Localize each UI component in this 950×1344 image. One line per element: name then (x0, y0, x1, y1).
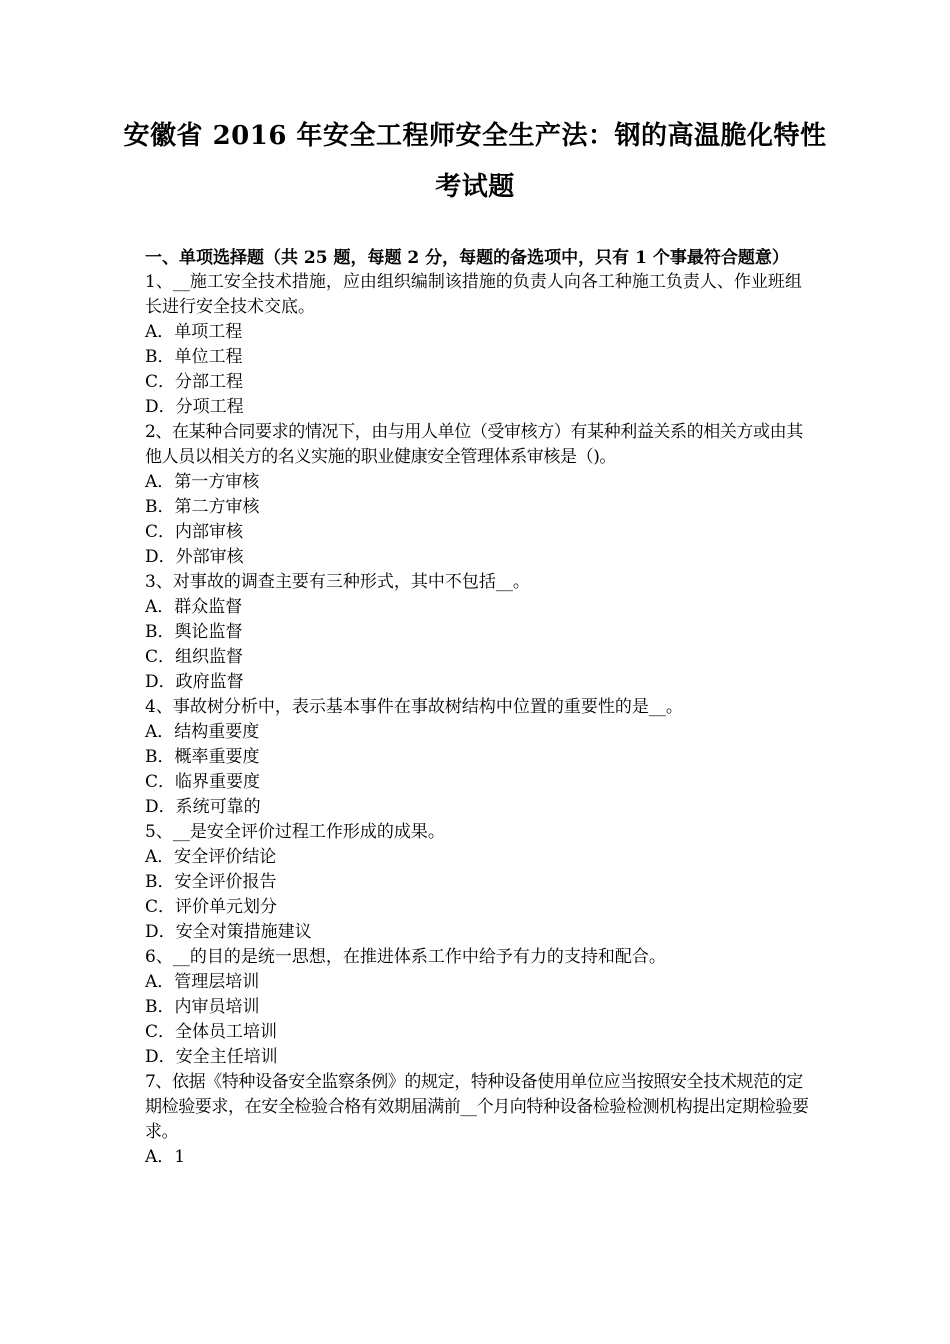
question-stem: 4、事故树分析中，表示基本事件在事故树结构中位置的重要性的是__。 (145, 697, 683, 717)
question-stem: 2、在某种合同要求的情况下，由与用人单位（受审核方）有某种利益关系的相关方或由其他人员以相关方的名义实施的职业健康安全管理体系审核是（)。 (145, 422, 803, 467)
option-b: B．第二方审核 (145, 497, 260, 517)
option-d: D．外部审核 (145, 547, 244, 567)
question-stem: 7、依据《特种设备安全监察条例》的规定，特种设备使用单位应当按照安全技术规范的定期检验要求，在安全检验合格有效期届满前__个月向特种设备检验检测机构提出定期检验要求。 (145, 1072, 809, 1142)
option-a: A．群众监督 (145, 597, 243, 617)
option-b: B．安全评价报告 (145, 872, 277, 892)
option-a: A．结构重要度 (145, 722, 260, 742)
option-d: D．分项工程 (145, 397, 244, 417)
document-body (145, 246, 810, 1170)
question-3 (145, 570, 810, 695)
question-5 (145, 820, 810, 945)
section-heading: 一、单项选择题（共 25 题，每题 2 分，每题的备选项中，只有 1 个事最符合题意） (145, 248, 789, 268)
option-d: D．政府监督 (145, 672, 244, 692)
option-b: B．单位工程 (145, 347, 243, 367)
option-c: C．分部工程 (145, 372, 244, 392)
question-2 (145, 420, 810, 570)
option-c: C．临界重要度 (145, 772, 261, 792)
question-7 (145, 1070, 810, 1170)
option-d: D．安全对策措施建议 (145, 922, 312, 942)
option-a: A．安全评价结论 (145, 847, 277, 867)
option-d: D．安全主任培训 (145, 1047, 278, 1067)
question-stem: 1、__施工安全技术措施，应由组织编制该措施的负责人向各工种施工负责人、作业班组长进行安全技术交底。 (145, 272, 802, 317)
option-c: C．组织监督 (145, 647, 244, 667)
option-c: C．评价单元划分 (145, 897, 278, 917)
question-1 (145, 270, 810, 420)
question-4 (145, 695, 810, 820)
option-b: B．内审员培训 (145, 997, 260, 1017)
option-a: A．1 (145, 1147, 186, 1167)
option-c: C．全体员工培训 (145, 1022, 278, 1042)
option-a: A．管理层培训 (145, 972, 260, 992)
option-b: B．舆论监督 (145, 622, 243, 642)
question-6 (145, 945, 810, 1070)
question-stem: 3、对事故的调查主要有三种形式，其中不包括__。 (145, 572, 530, 592)
question-stem: 6、__的目的是统一思想，在推进体系工作中给予有力的支持和配合。 (145, 947, 666, 967)
question-stem: 5、__是安全评价过程工作形成的成果。 (145, 822, 445, 842)
document-title-line-2: 考试题 (435, 172, 515, 202)
option-b: B．概率重要度 (145, 747, 260, 767)
document-title-line-1: 安徽省 2016 年安全工程师安全生产法：钢的高温脆化特性 (123, 121, 827, 151)
option-d: D．系统可靠的 (145, 797, 261, 817)
option-a: A．单项工程 (145, 322, 243, 342)
option-a: A．第一方审核 (145, 472, 260, 492)
option-c: C．内部审核 (145, 522, 244, 542)
